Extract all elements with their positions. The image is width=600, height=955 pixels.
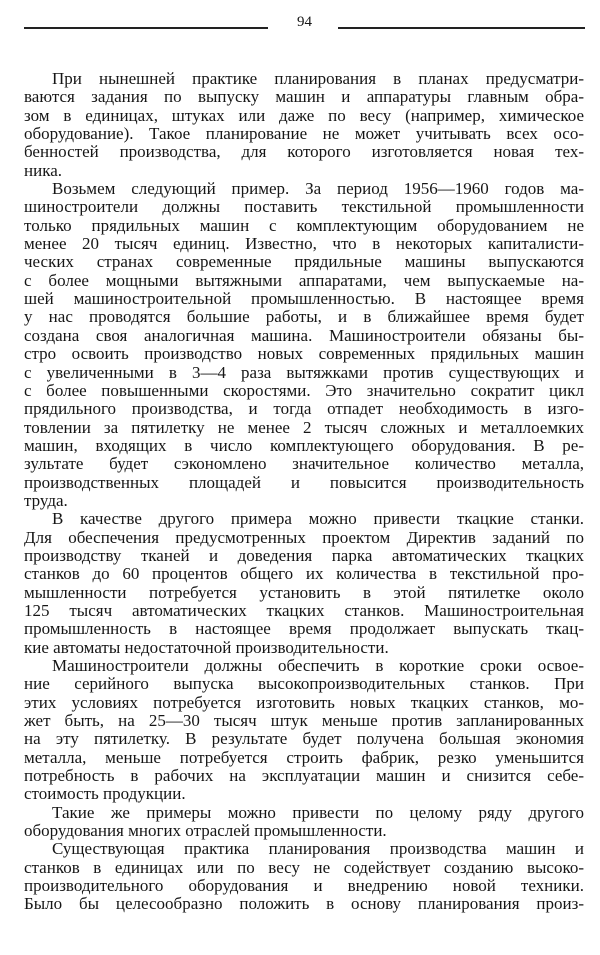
paragraph: [24, 804, 584, 841]
text-line: с увеличенными в 3—4 раза вытяжками против существующих и: [24, 362, 584, 382]
text-line: шиностроители должны поставить текстильной промышленности: [24, 197, 584, 217]
text-line: менее 20 тысяч единиц. Известно, что в некоторых капиталисти-: [24, 234, 584, 254]
page-header: [24, 14, 585, 38]
text-line: мышленности потребуется установить в этой пятилетке около: [24, 582, 584, 602]
text-line: у нас проводятся большие работы, и в ближайшее время будет: [24, 307, 584, 327]
paragraph: [24, 180, 584, 510]
text-line: Было бы целесообразно положить в основу планирования произ-: [24, 894, 584, 914]
text-line: на эту пятилетку. В результате будет получена большая экономия: [24, 729, 584, 749]
text-line: Существующая практика планирования производства машин и: [52, 839, 584, 859]
text-line: кие автоматы недостаточной производительности.: [24, 637, 389, 657]
text-line: с более повышенными скоростями. Это значительно сократит цикл: [24, 380, 584, 400]
paragraph: [24, 510, 584, 657]
paragraph: [24, 657, 584, 804]
text-line: производственных площадей и повысится производительность: [24, 472, 584, 492]
text-line: станков в единицах или по весу не содействует созданию высоко-: [24, 857, 584, 877]
text-line: машин, входящих в число комплектующего оборудования. В ре-: [24, 435, 584, 455]
text-line: ческих странах современные прядильные машины выпускаются: [24, 252, 584, 272]
text-line: потребность в рабочих на эксплуатации машин и снизится себе-: [24, 766, 584, 786]
text-line: этих условиях потребуется изготовить новых ткацких станков, мо-: [24, 692, 584, 712]
text-line: оборудования многих отраслей промышленности.: [24, 821, 387, 841]
text-line: 125 тысяч автоматических ткацких станков. Машиностроительная: [24, 600, 584, 620]
text-line: зультате будет сэкономлено значительное количество металла,: [24, 454, 584, 474]
text-line: Машиностроители должны обеспечить в короткие сроки освое-: [52, 656, 584, 675]
text-line: жет быть, на 25—30 тысяч штук меньше против запланированных: [24, 711, 584, 731]
text-line: оборудование). Такое планирование не может учитывать всех осо-: [24, 124, 584, 144]
text-line: бенностей производства, для которого изготовляется новая тех-: [24, 142, 584, 162]
text-line: производительного оборудования и внедрению новой техники.: [24, 876, 584, 896]
text-line: металла, меньше потребуется строить фабрик, резко уменьшится: [24, 747, 584, 767]
text-line: стоимость продукции.: [24, 784, 186, 804]
paragraph: [24, 840, 584, 913]
text-line: создана своя аналогичная машина. Машиностроители обязаны бы-: [24, 325, 584, 345]
text-line: Для обеспечения предусмотренных проектом Директив заданий по: [24, 527, 584, 547]
text-line: В качестве другого примера можно привести ткацкие станки.: [52, 509, 584, 529]
page-number: 94: [297, 14, 312, 30]
text-line: При нынешней практике планирования в планах предусматри-: [52, 69, 584, 88]
text-line: шей машиностроительной промышленностью. В настоящее время: [24, 289, 584, 309]
text-line: производству тканей и доведения парка автоматических ткацких: [24, 545, 584, 565]
text-line: Такие же примеры можно привести по целому ряду другого: [52, 802, 584, 822]
text-line: станков до 60 процентов общего их количества в текстильной про-: [24, 564, 584, 584]
text-line: только прядильных машин с комплектующим оборудованием не: [24, 215, 584, 235]
text-line: ника.: [24, 160, 62, 180]
text-line: прядильного производства, и тогда отпадет необходимость в изго-: [24, 399, 584, 419]
paragraph: [24, 70, 584, 180]
text-line: зом в единицах, штуках или даже по весу (например, химическое: [24, 105, 584, 125]
text-line: с более мощными вытяжными аппаратами, чем выпускаемые на-: [24, 270, 584, 290]
text-line: ние серийного выпуска высокопроизводительных станков. При: [24, 674, 584, 694]
text-line: ваются задания по выпуску машин и аппаратуры главным обра-: [24, 87, 584, 107]
text-line: Возьмем следующий пример. За период 1956—1960 годов ма-: [52, 179, 584, 199]
text-line: промышленность в настоящее время продолжает выпускать ткац-: [24, 619, 584, 639]
page-body: [24, 70, 584, 914]
header-rule-right: [338, 27, 585, 29]
text-line: стро освоить производство новых современных прядильных машин: [24, 344, 584, 364]
text-line: товлении за пятилетку не менее 2 тысяч сложных и металлоемких: [24, 417, 584, 437]
text-line: труда.: [24, 490, 68, 510]
